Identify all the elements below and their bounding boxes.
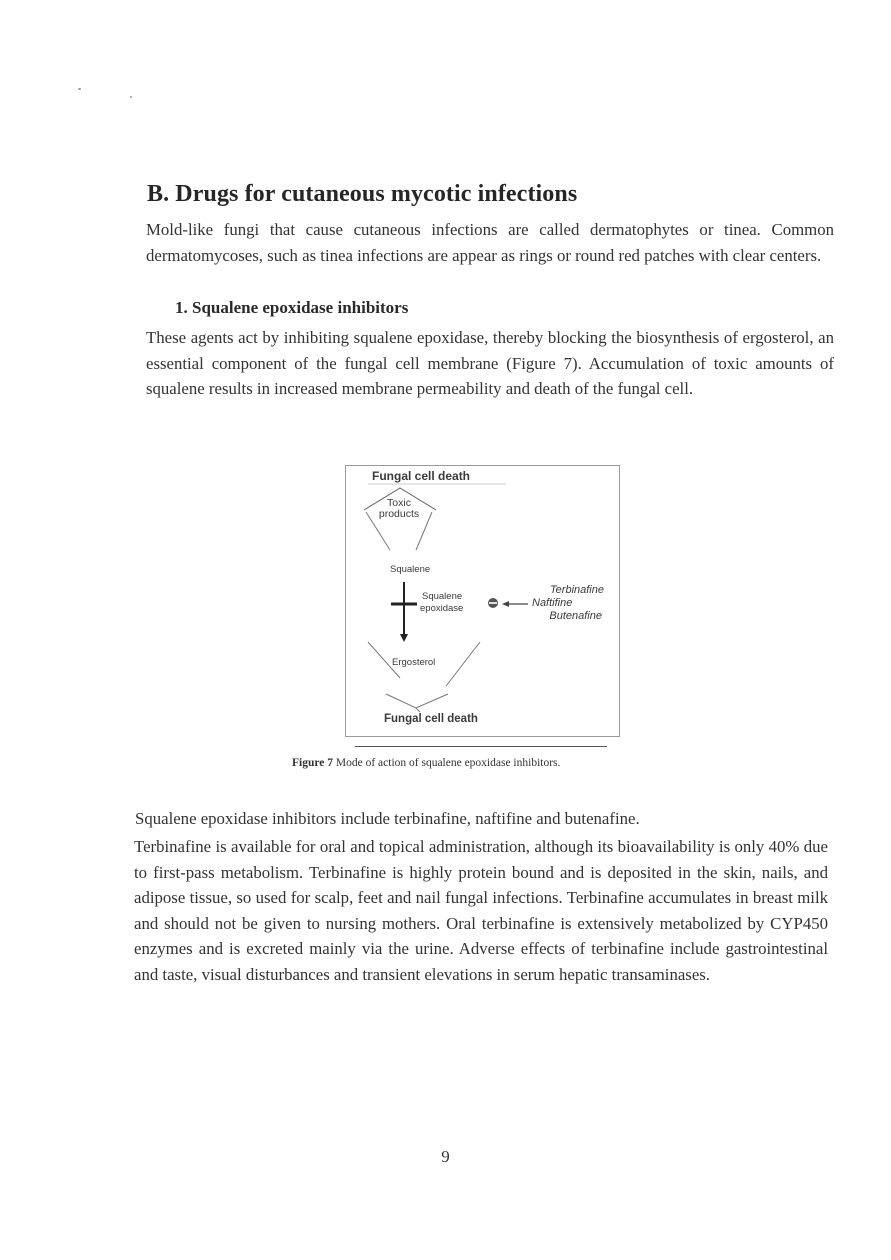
fig-enzyme-label-2: epoxidase <box>420 603 464 614</box>
fig-toxic-label-1: Toxic <box>387 497 411 509</box>
fig-drug-butenafine: Butenafine <box>549 610 602 622</box>
figure-diagram <box>345 465 620 737</box>
scan-speck <box>78 88 81 90</box>
figure-caption <box>292 757 692 769</box>
figure-divider <box>355 746 607 747</box>
fig-toxic-label-2: products <box>378 508 420 520</box>
intro-paragraph: Mold-like fungi that cause cutaneous infections are called dermatophytes or tinea. Common dermatomycoses, such as tinea infections are appear as rings or round red patches with clear centers. <box>146 220 834 265</box>
fig-squalene-label: Squalene <box>390 564 431 575</box>
inhibitors-list-sentence: Squalene epoxidase inhibitors include terbinafine, naftifine and butenafine. <box>135 809 640 828</box>
section-title: B. Drugs for cutaneous mycotic infections <box>147 181 578 207</box>
fig-ergosterol-label: Ergosterol <box>392 657 436 668</box>
terbinafine-paragraph: Terbinafine is available for oral and topical administration, although its bioavailability is only 40% due to first-pass metabolism. Terbinafine is highly protein bound and is deposited in the skin, nails, and adipose tissue, so used for scalp, feet and nail fungal infections. Terbinafine accumulates in breast milk and should not be given to nursing mothers. Oral terbinafine is extensively metabolized by CYP450 enzymes and is excreted mainly via the urine. Adverse effects of terbinafine include gastrointestinal and taste, visual disturbances and transient elevations in serum hepatic transaminases. <box>134 837 828 984</box>
fig-bottom-label: Fungal cell death <box>384 713 478 725</box>
fig-top-label: Fungal cell death <box>372 469 471 483</box>
mechanism-paragraph: These agents act by inhibiting squalene epoxidase, thereby blocking the biosynthesis of ergosterol, an essential component of the fungal cell membrane (Figure 7). Accumulation of toxic amounts of squalene results in increased membrane permeability and death of the fungal cell. <box>146 328 834 398</box>
figure-caption-label: Figure 7 <box>292 757 333 769</box>
fig-enzyme-label-1: Squalene <box>422 591 463 602</box>
figure-caption-text: Mode of action of squalene epoxidase inhibitors. <box>333 757 561 769</box>
scan-speck <box>130 96 132 98</box>
page-number: 9 <box>441 1147 450 1166</box>
subsection-title: 1. Squalene epoxidase inhibitors <box>175 298 409 317</box>
ergosterol-funnel-shape <box>386 694 448 708</box>
fig-drug-terbinafine: Terbinafine <box>549 584 604 596</box>
fig-drug-naftifine: Naftifine <box>532 597 573 609</box>
